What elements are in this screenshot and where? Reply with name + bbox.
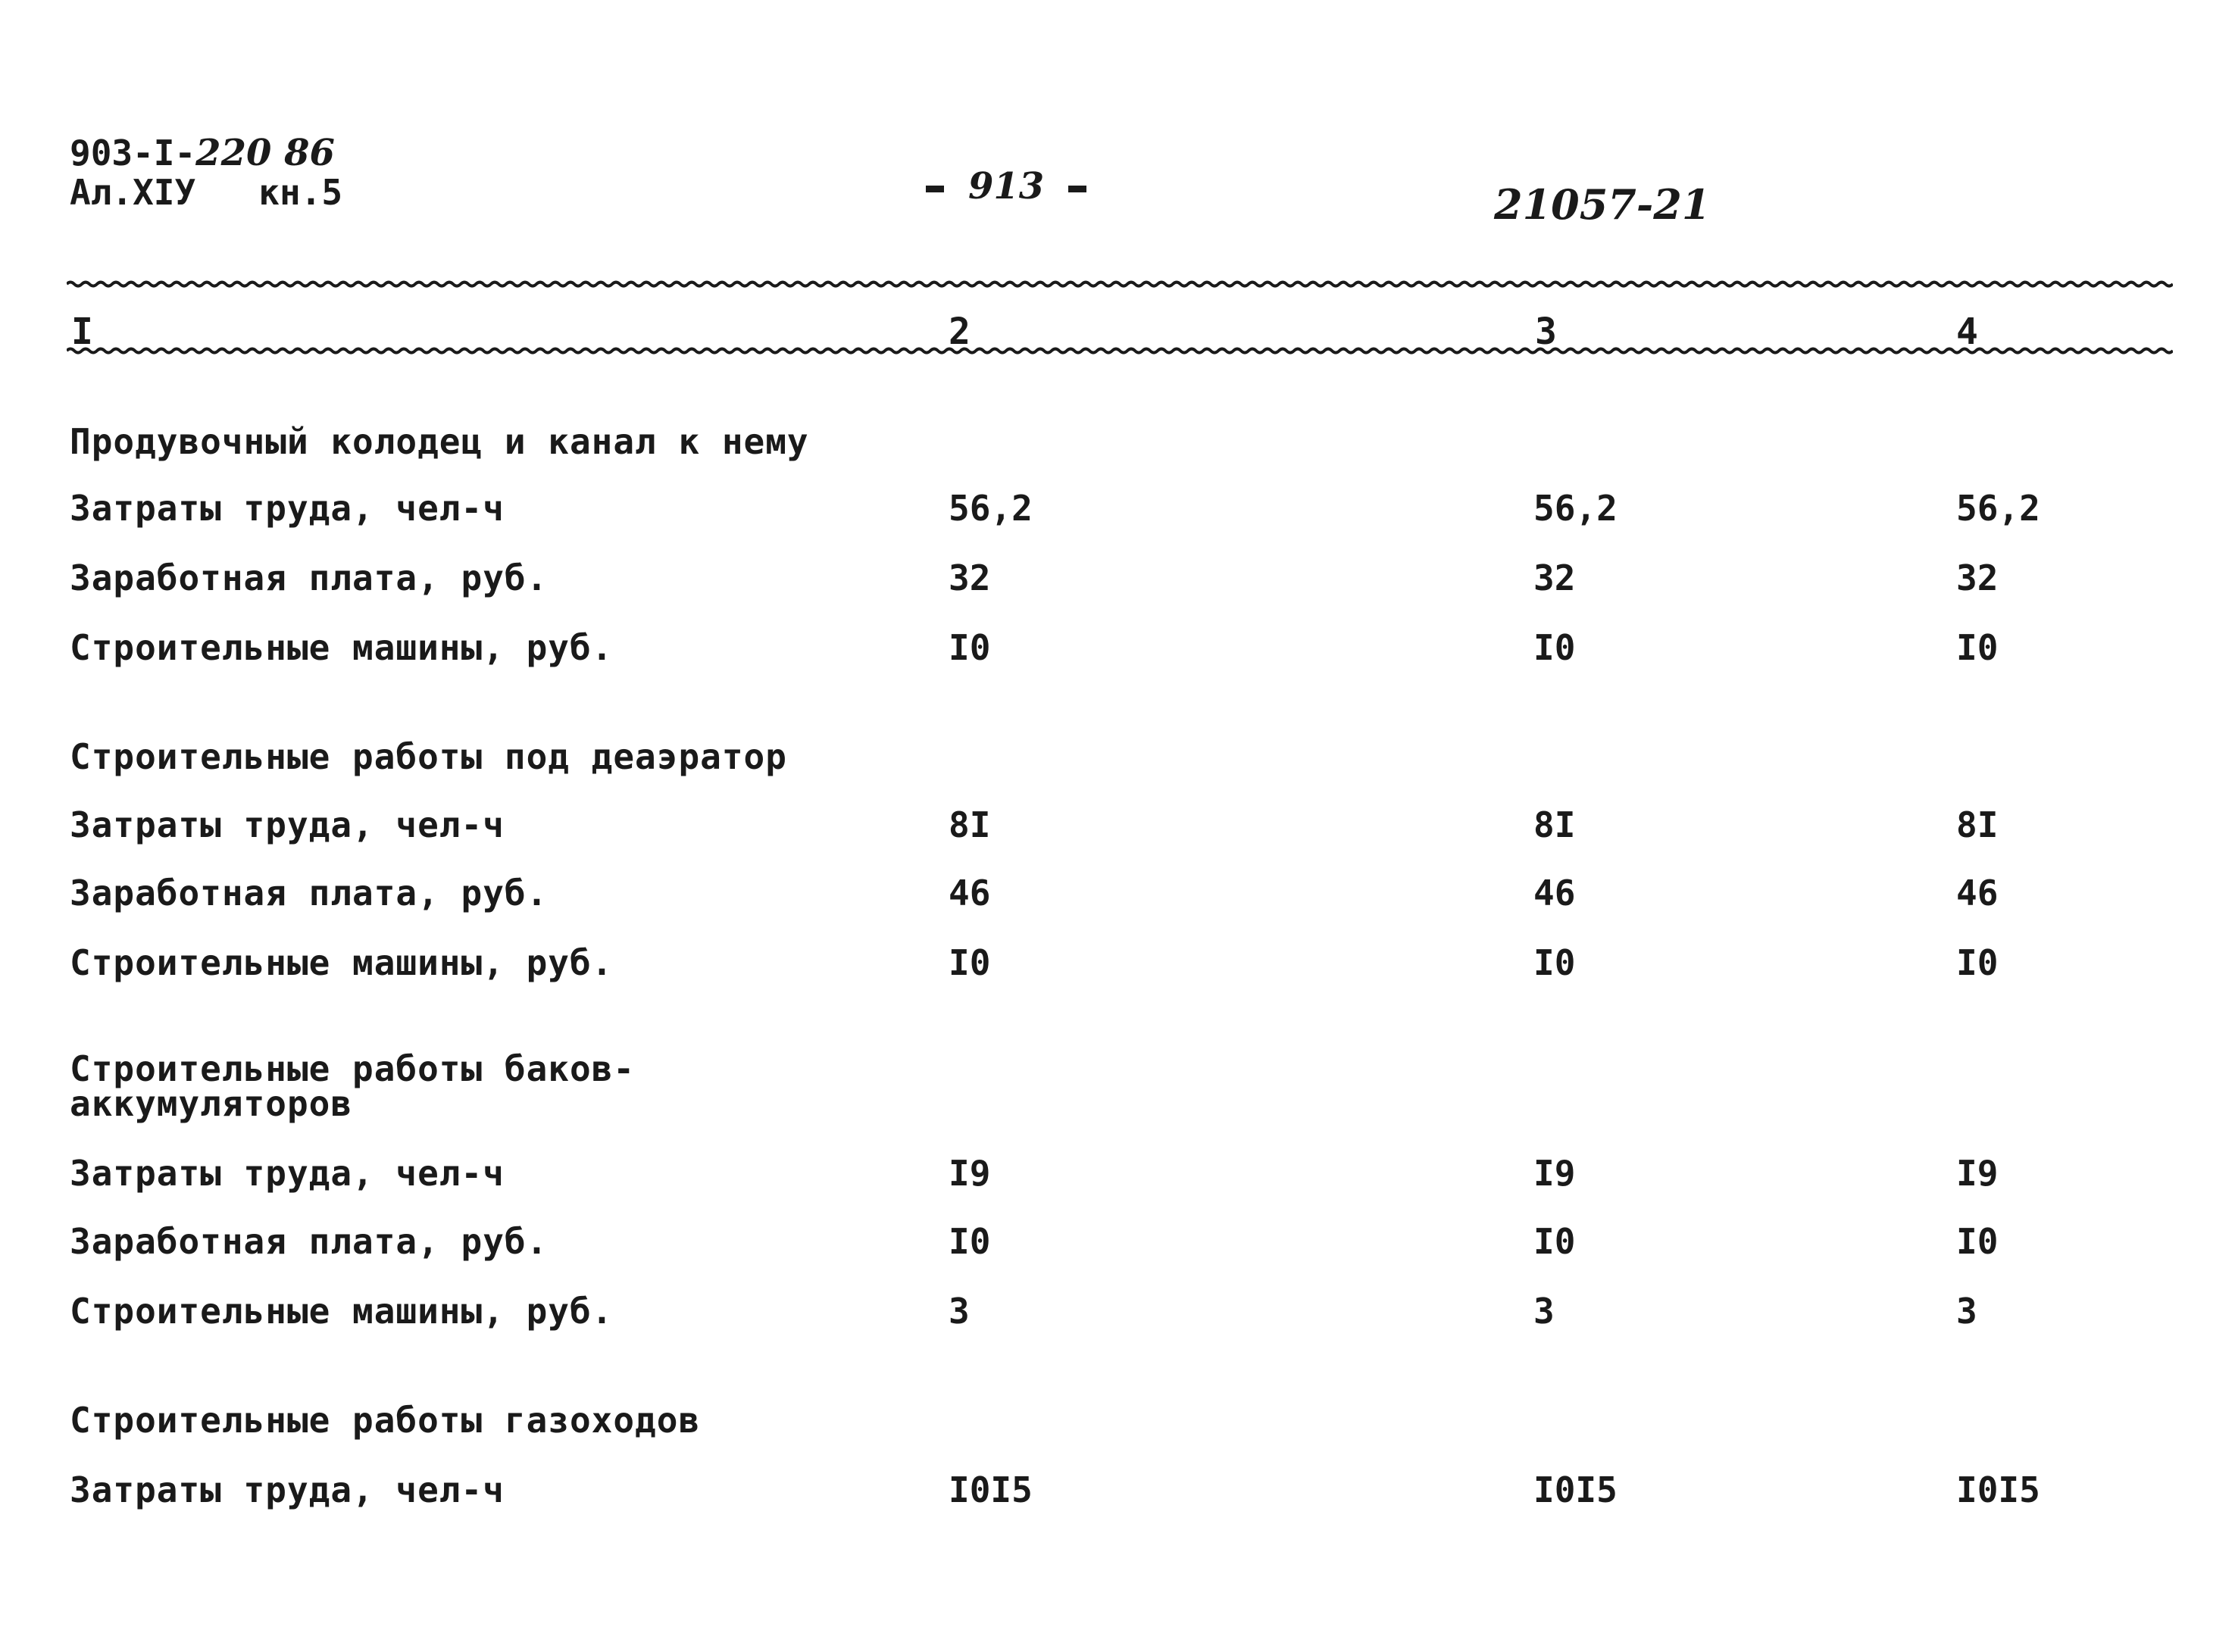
row-label: Строительные машины, руб. (70, 627, 614, 668)
table-row (0, 557, 2235, 611)
row-label: Заработная плата, руб. (70, 1221, 549, 1262)
section-title-line-2: аккумуляторов (70, 1083, 353, 1124)
dash-left (926, 186, 944, 192)
cell-col3: 46 (1533, 873, 1576, 913)
cell-col4: I0 (1956, 942, 1999, 983)
row-label: Заработная плата, руб. (70, 873, 549, 913)
cell-col4: I0I5 (1956, 1469, 2040, 1510)
section-title (70, 1048, 636, 1124)
document-code-block (70, 133, 342, 212)
section-title: Строительные работы под деаэратор (70, 736, 787, 777)
page-number: 913 (968, 165, 1045, 208)
table-row (0, 804, 2235, 857)
cell-col2: I0 (949, 627, 991, 668)
document-number: 21057-21 (1494, 180, 1711, 229)
row-label: Затраты труда, чел-ч (70, 1153, 505, 1194)
cell-col3: I9 (1533, 1153, 1576, 1194)
code-prefix: 903-I- (70, 133, 196, 173)
cell-col3: 56,2 (1533, 488, 1618, 529)
cell-col4: I9 (1956, 1153, 1999, 1194)
row-label: Затраты труда, чел-ч (70, 1469, 505, 1510)
cell-col4: I0 (1956, 627, 1999, 668)
table-row (0, 1291, 2235, 1344)
table-row (0, 488, 2235, 541)
cell-col2: I0 (949, 1221, 991, 1262)
section-title: Продувочный колодец и канал к нему (70, 421, 809, 462)
section-title-line-1: Строительные работы баков- (70, 1048, 636, 1089)
table-row (0, 942, 2235, 995)
cell-col4: 56,2 (1956, 488, 2040, 529)
column-number-2: 2 (949, 311, 971, 353)
header-rule-top (67, 279, 2173, 289)
table-row (0, 627, 2235, 680)
cell-col3: 8I (1533, 804, 1576, 845)
row-label: Затраты труда, чел-ч (70, 804, 505, 845)
cell-col4: 8I (1956, 804, 1999, 845)
section-title: Строительные работы газоходов (70, 1400, 701, 1441)
table-row (0, 1469, 2235, 1522)
cell-col4: 3 (1956, 1291, 1977, 1332)
cell-col3: 3 (1533, 1291, 1555, 1332)
cell-col3: I0 (1533, 627, 1576, 668)
table-row (0, 1221, 2235, 1274)
dash-right (1068, 186, 1086, 192)
row-label: Заработная плата, руб. (70, 557, 549, 598)
cell-col2: 8I (949, 804, 991, 845)
cell-col2: 56,2 (949, 488, 1033, 529)
cell-col4: 32 (1956, 557, 1999, 598)
cell-col3: 32 (1533, 557, 1576, 598)
column-number-1: I (71, 311, 93, 353)
column-number-3: 3 (1535, 311, 1557, 353)
row-label: Строительные машины, руб. (70, 942, 614, 983)
cell-col2: I9 (949, 1153, 991, 1194)
code-handwritten: 220 86 (195, 132, 335, 174)
table-row (0, 873, 2235, 926)
cell-col4: I0 (1956, 1221, 1999, 1262)
cell-col2: 46 (949, 873, 991, 913)
table-row (0, 1153, 2235, 1206)
cell-col3: I0 (1533, 1221, 1576, 1262)
row-label: Затраты труда, чел-ч (70, 488, 505, 529)
page-number-block (902, 165, 1111, 208)
album-line: Ал.XIУ кн.5 (70, 172, 343, 213)
header-rule-bottom (67, 345, 2173, 356)
cell-col2: I0 (949, 942, 991, 983)
cell-col3: I0 (1533, 942, 1576, 983)
cell-col2: 32 (949, 557, 991, 598)
document-code (70, 133, 342, 173)
column-number-4: 4 (1956, 311, 1978, 353)
row-label: Строительные машины, руб. (70, 1291, 614, 1332)
cell-col4: 46 (1956, 873, 1999, 913)
cell-col2: I0I5 (949, 1469, 1033, 1510)
cell-col2: 3 (949, 1291, 970, 1332)
cell-col3: I0I5 (1533, 1469, 1618, 1510)
